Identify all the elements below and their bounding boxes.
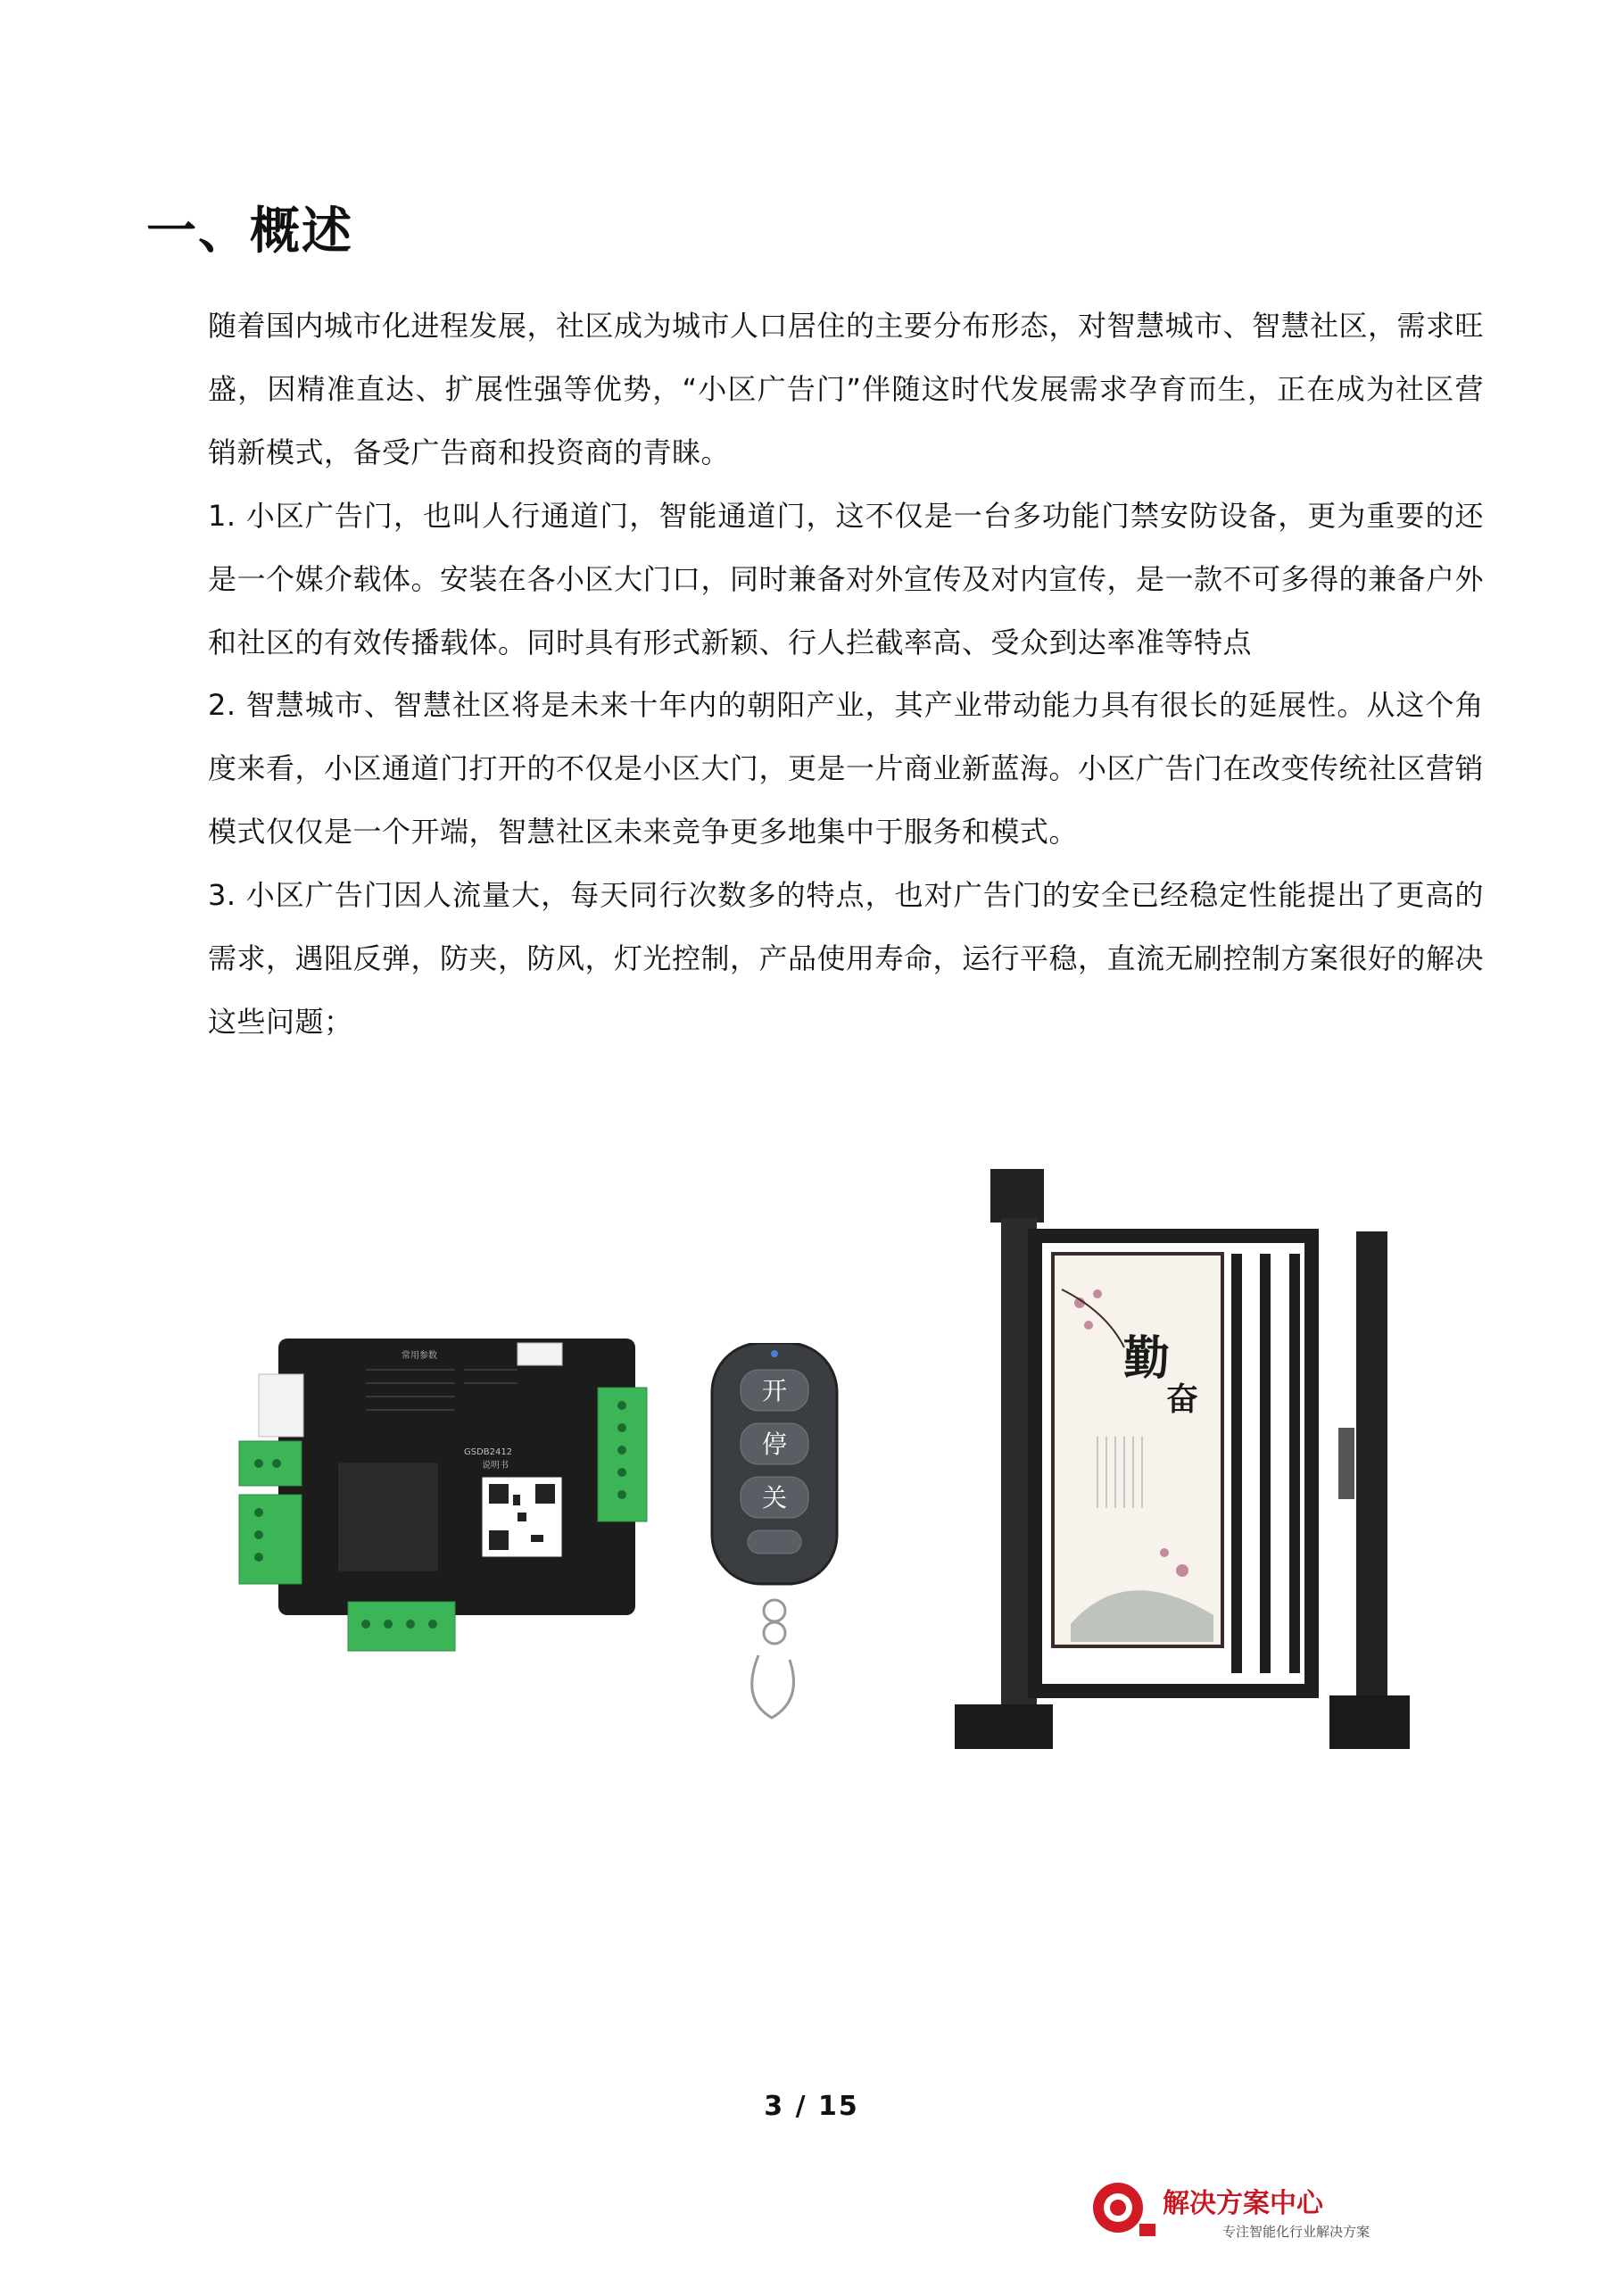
logo-subtitle: 专注智能化行业解决方案 [1222,2224,1370,2240]
list-item-3: 3. 小区广告门因人流量大，每天同行次数多的特点，也对广告门的安全已经稳定性能提出了更高的需求，遇阻反弹，防夹，防风，灯光控制，产品使用寿命，运行平稳，直流无刷控制方案很好的解决这些问题； [208,878,1485,1039]
page-number: 3 / 15 [764,2091,859,2122]
list-item-1: 1. 小区广告门，也叫人行通道门，智能通道门，这不仅是一台多功能门禁安防设备，更为重要的还是一个媒介载体。安装在各小区大门口，同时兼备对外宣传及对内宣传，是一款不可多得的兼备户外和社区的有效传播载体。同时具有形式新颖、行人拦截率高、受众到达率准等特点 [208,499,1485,659]
poster-char-1: 勤 [1122,1331,1171,1386]
logo-text: 解决方案中心 [1163,2188,1323,2219]
product-figure [223,1169,1437,1776]
list-item-2: 2. 智慧城市、智慧社区将是未来十年内的朝阳产业，其产业带动能力具有很长的延展性。从这个角度来看，小区通道门打开的不仅是小区大门，更是一片商业新蓝海。小区广告门在改变传统社区营销模式仅仅是一个开端，智慧社区未来竞争更多地集中于服务和模式。 [208,688,1485,849]
intro-paragraph [208,294,1484,485]
poster-char-2: 奋 [1165,1380,1199,1418]
remote-control-image [687,1343,865,1762]
section-title: 一、概述 [146,203,353,261]
controller-model: GSDB2412 [464,1447,513,1457]
remote-stop-label: 停 [761,1430,788,1459]
logo-emblem-icon [1084,2177,1155,2249]
controller-label-top: 常用参数 [402,1351,437,1361]
advertising-gate-image [946,1169,1437,1785]
intro-text: 随着国内城市化进程发展，社区成为城市人口居住的主要分布形态，对智慧城市、智慧社区，需求旺盛，因精准直达、扩展性强等优势，“小区广告门”伴随这时代发展需求孕育而生，正在成为社区营销新模式，备受广告商和投资商的青睐。 [208,309,1485,469]
footer-logo [1084,2177,1379,2249]
controller-manual: 说明书 [482,1461,509,1471]
remote-close-label: 关 [761,1483,788,1513]
controller-board-image [223,1321,669,1767]
remote-open-label: 开 [761,1376,788,1405]
